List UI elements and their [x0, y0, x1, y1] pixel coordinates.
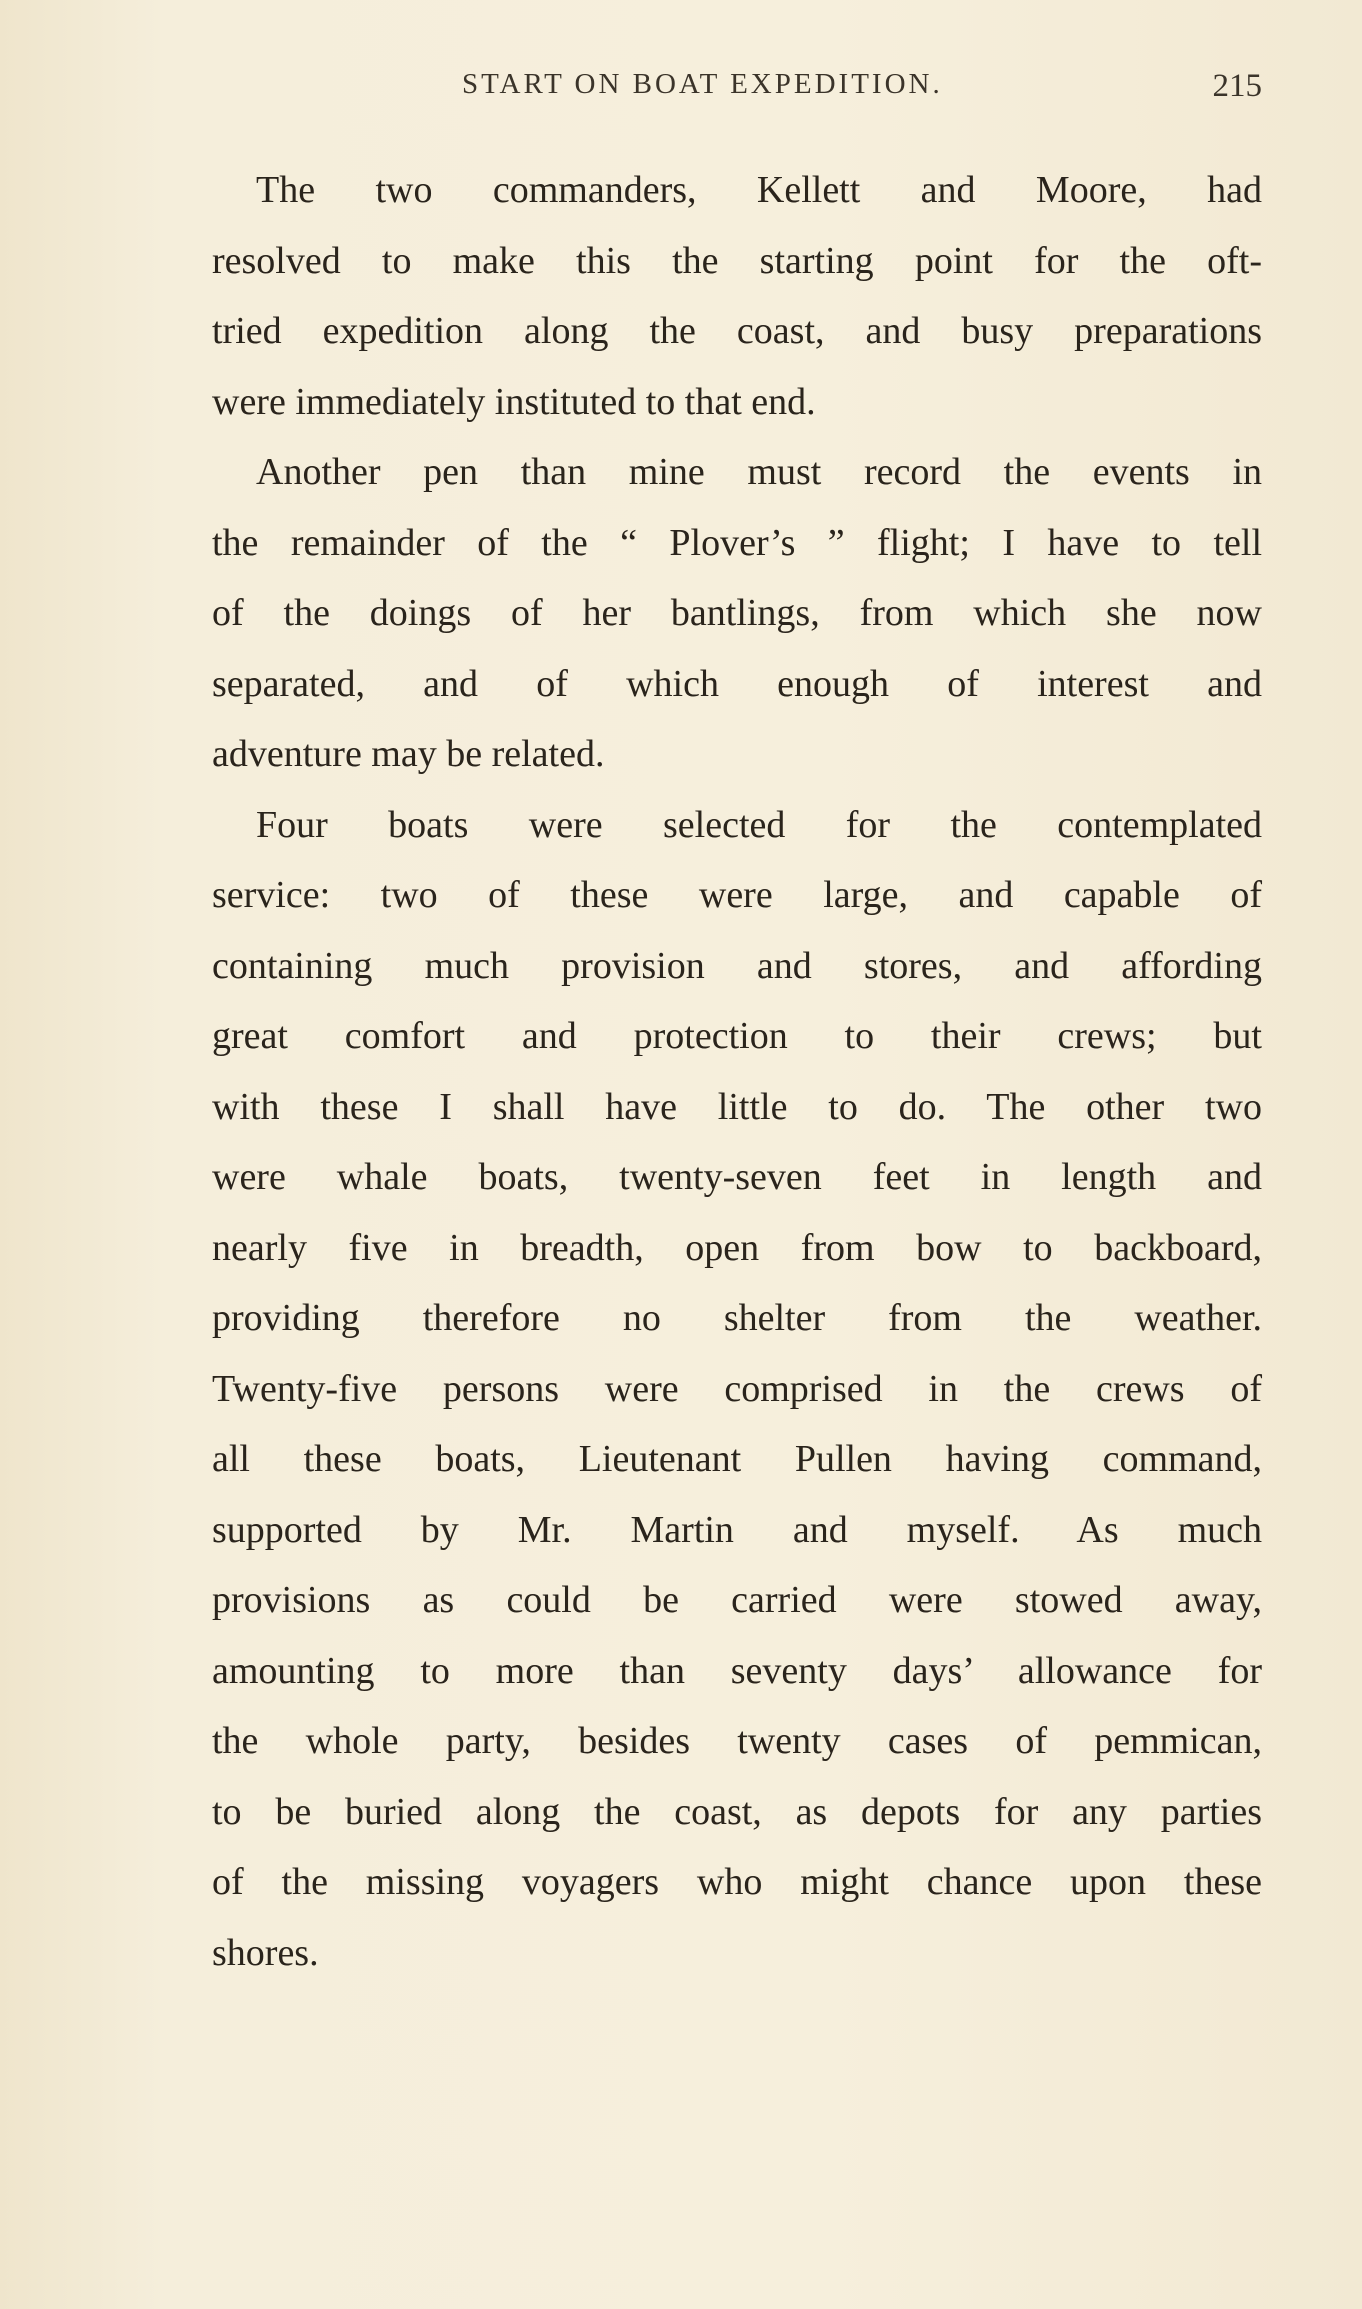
text-line: to be buried along the coast, as depots for any parties — [212, 1790, 1262, 1833]
text-line: of the missing voyagers who might chance upon these — [212, 1861, 1262, 1903]
text-line: amounting to more than seventy days’ allowance for — [212, 1649, 1262, 1692]
text-line: supported by Mr. Martin and myself. As much — [212, 1508, 1262, 1551]
text-line: were immediately instituted to that end. — [212, 380, 816, 423]
page-number: 215 — [1212, 68, 1262, 104]
running-title: START ON BOAT EXPEDITION. — [462, 68, 943, 100]
text-line: service: two of these were large, and capable of — [212, 874, 1262, 916]
text-line: of the doings of her bantlings, from which she now — [212, 592, 1262, 634]
text-line: the whole party, besides twenty cases of pemmican, — [212, 1720, 1262, 1762]
text-line: all these boats, Lieutenant Pullen having command, — [212, 1438, 1262, 1480]
text-line: Four boats were selected for the contemplated — [256, 803, 1262, 846]
text-line: shores. — [212, 1931, 319, 1974]
text-line: with these I shall have little to do. The other two — [212, 1085, 1262, 1128]
text-line: provisions as could be carried were stowed away, — [212, 1579, 1262, 1621]
text-line: adventure may be related. — [212, 733, 605, 775]
text-line: were whale boats, twenty-seven feet in length and — [212, 1156, 1262, 1198]
text-line: containing much provision and stores, and affording — [212, 944, 1262, 987]
text-line: the remainder of the “ Plover’s ” flight; I have to tell — [212, 521, 1262, 564]
text-line: Another pen than mine must record the events in — [256, 451, 1262, 493]
text-line: great comfort and protection to their crews; but — [212, 1015, 1262, 1057]
text-line: The two commanders, Kellett and Moore, had — [256, 169, 1262, 211]
running-head — [212, 68, 1262, 108]
text-line: resolved to make this the starting point for the oft- — [212, 239, 1262, 282]
text-line: nearly five in breadth, open from bow to backboard, — [212, 1226, 1262, 1269]
text-line: providing therefore no shelter from the weather. — [212, 1297, 1262, 1339]
text-line: tried expedition along the coast, and busy preparations — [212, 310, 1262, 352]
body-text — [212, 155, 1262, 1988]
text-line: separated, and of which enough of interest and — [212, 662, 1262, 705]
text-line: Twenty-five persons were comprised in the crews of — [212, 1367, 1262, 1410]
